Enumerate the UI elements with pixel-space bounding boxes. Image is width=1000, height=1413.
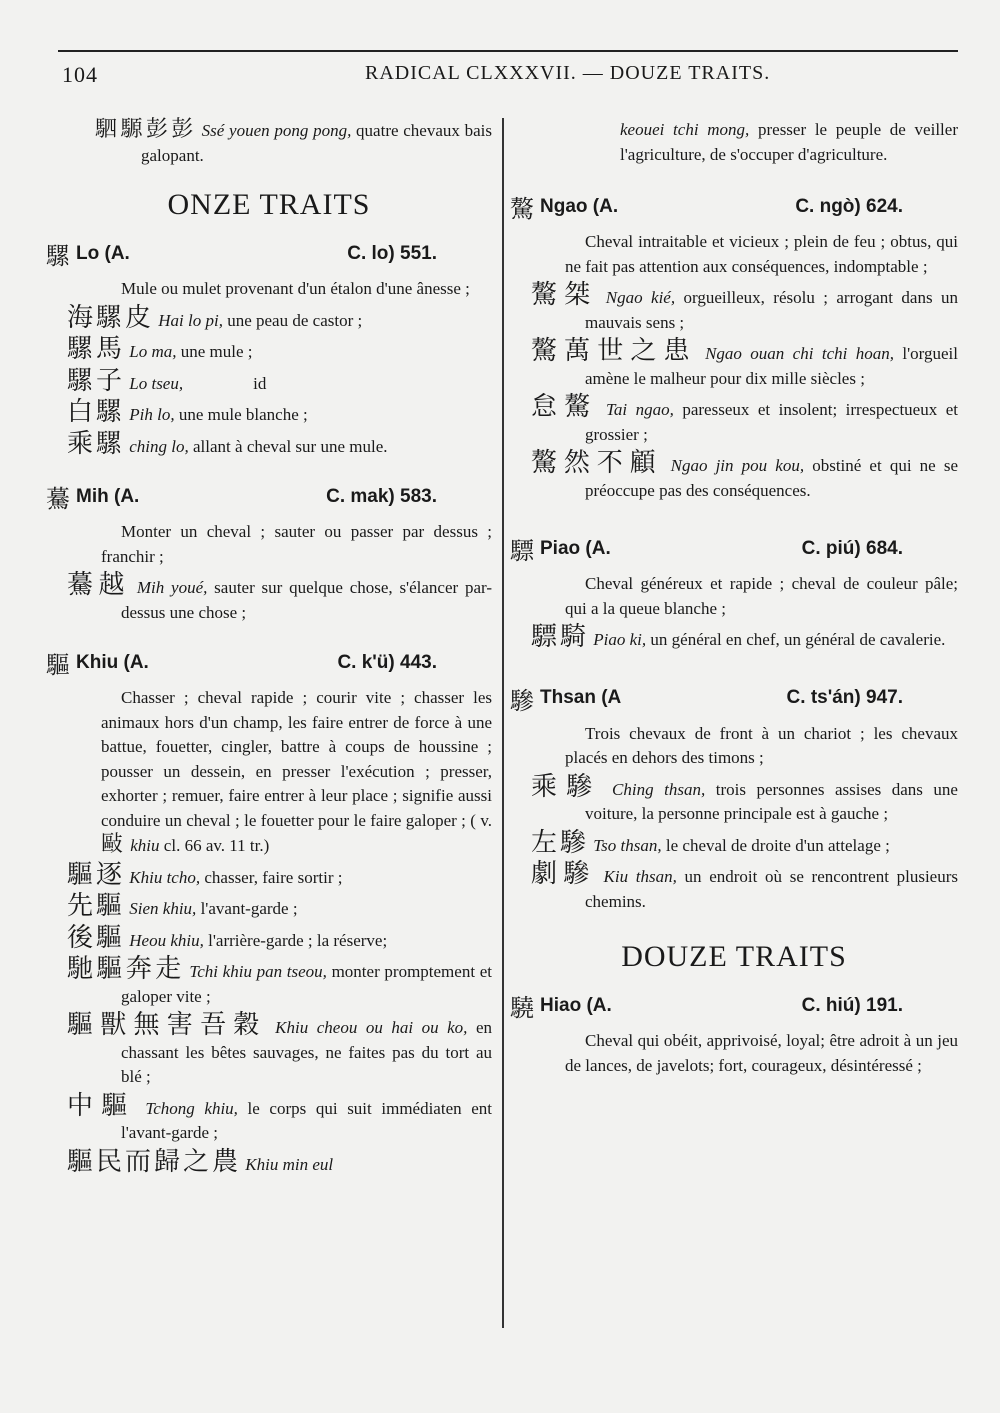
def-roman: khiu [130, 836, 160, 855]
sub-text: sauter sur quelque chose, s'élancer par-dessus une chose ; [121, 578, 492, 622]
sub-text: paresseux et insolent; irrespectueux et grossier ; [585, 400, 958, 444]
sub-chars: 騾馬 [67, 334, 126, 364]
def-part-b: cl. 66 av. 11 tr.) [159, 836, 270, 855]
cantonese-ref: C. ts'án) 947. [786, 687, 903, 708]
sub-entry [46, 922, 492, 954]
sub-roman: Lo tseu, [129, 373, 184, 393]
headword-romanization: Thsan (A [540, 687, 622, 708]
right-column [510, 118, 958, 1078]
entry-head-mih [46, 479, 492, 514]
sub-chars: 驁然不顧 [531, 448, 663, 478]
intro-chars: 駟騵彭彭 [95, 117, 197, 142]
sub-roman: Tchong khiu, [145, 1098, 238, 1118]
sub-roman: Pih lo, [129, 405, 175, 424]
sub-chars: 先驅 [67, 891, 126, 921]
sub-chars: 劇驂 [531, 859, 596, 889]
sub-text: monter promptement et galoper vite ; [121, 962, 492, 1006]
sub-entry [46, 302, 492, 334]
sub-text: trois personnes assises dans une voiture, la personne principale est à gauche ; [585, 779, 958, 823]
sub-roman: Khiu cheou ou hai ou ko, [275, 1018, 468, 1037]
headword-romanization: Ngao (A. [540, 195, 619, 217]
sub-entry [46, 859, 492, 891]
sub-chars: 驀越 [67, 570, 131, 600]
left-column [46, 118, 492, 1177]
sub-chars: 中驅 [67, 1090, 136, 1121]
sub-text: une mule ; [176, 342, 253, 361]
sub-entry [510, 827, 958, 859]
sub-text: le corps qui suit immédiaten ent l'avant-garde ; [121, 1098, 492, 1142]
sub-entry [46, 1010, 493, 1090]
sub-entry [46, 397, 492, 428]
def-char: 敺 [101, 832, 127, 857]
entry-head-ngao [510, 189, 958, 224]
headword-romanization: Hiao (A. [540, 994, 612, 1016]
headword-romanization: Piao (A. [540, 537, 611, 559]
entry-head-lo [46, 236, 492, 271]
definition: Trois chevaux de front à un chariot ; les chevaux placés en dehors des timons ; [565, 723, 958, 767]
sub-text: une mule blanche ; [174, 405, 308, 424]
definition [46, 686, 492, 859]
cantonese-ref: C. lo) 551. [347, 242, 437, 264]
sub-entry [510, 622, 958, 653]
sub-entry [46, 1090, 492, 1146]
sub-chars: 驅民而歸之農 [67, 1146, 242, 1177]
sub-entry [510, 448, 958, 503]
sub-chars: 驁桀 [531, 280, 598, 310]
sub-chars: 怠驁 [531, 392, 598, 422]
definition: Cheval intraitable et vicieux ; plein de feu ; obtus, qui ne fait pas attention aux conséquences, indomptable ; [565, 232, 958, 276]
sub-entry [46, 570, 492, 625]
sub-roman: Kiu thsan, [603, 867, 677, 886]
sub-text: id [253, 373, 267, 393]
sub-entry [46, 1146, 492, 1178]
sub-chars: 驃騎 [531, 622, 590, 652]
sub-text: un général en chef, un général de cavalerie. [646, 630, 946, 649]
sub-text: l'arrière-garde ; la réserve; [203, 930, 388, 950]
headword-char: 驅 [46, 651, 70, 679]
definition: Cheval qui obéit, apprivoisé, loyal; être adroit à un jeu de lances, de javelots; fort, courageux, désintéressé ; [565, 1031, 958, 1075]
sub-chars: 左驂 [531, 827, 590, 858]
cantonese-ref: C. hiú) 191. [801, 994, 903, 1016]
sub-chars: 驅逐 [67, 859, 126, 890]
sub-roman: Heou khiu, [129, 930, 204, 950]
sub-roman: ching lo, [129, 436, 189, 456]
cont-text: presser le peuple de veiller l'agriculture, de s'occuper d'agriculture. [620, 120, 958, 164]
sub-text: l'orgueil amène le malheur pour dix mille siècles ; [585, 344, 958, 388]
headword-char: 驀 [46, 485, 70, 513]
sub-roman: Khiu tcho, [129, 867, 201, 887]
sub-chars: 後驅 [67, 922, 126, 953]
sub-entry [510, 771, 958, 827]
continuation [510, 118, 958, 167]
headword-romanization: Lo (A. [76, 242, 130, 264]
sub-entry [46, 954, 492, 1009]
sub-entry [46, 891, 492, 922]
sub-text: le cheval de droite d'un attelage ; [661, 835, 890, 855]
headword-romanization: Khiu (A. [76, 651, 149, 673]
headword-char: 驂 [510, 686, 534, 715]
section-title-douze: DOUZE TRAITS [621, 940, 847, 973]
sub-roman: Tai ngao, [605, 400, 674, 419]
headword-romanization: Mih (A. [76, 485, 140, 507]
header-rule [58, 50, 958, 52]
sub-roman: Ching thsan, [612, 779, 706, 799]
cantonese-ref: C. piú) 684. [801, 537, 903, 559]
headword-char: 騾 [46, 242, 70, 270]
cantonese-ref: C. ngò) 624. [795, 195, 903, 217]
sub-roman: Mih youé, [136, 578, 208, 597]
sub-text: orgueilleux, résolu ; arrogant dans un mauvais sens ; [585, 288, 959, 332]
sub-text: l'avant-garde ; [196, 899, 298, 918]
sub-roman: Ngao ouan chi tchi hoan, [705, 344, 894, 363]
section-title-onze: ONZE TRAITS [167, 188, 371, 221]
sub-roman: Piao ki, [593, 630, 647, 649]
sub-chars: 海騾皮 [67, 302, 155, 333]
definition: Monter un cheval ; sauter ou passer par dessus ; franchir ; [101, 522, 492, 566]
sub-text: allant à cheval sur une mule. [188, 436, 388, 456]
entry-head-hiao [510, 988, 958, 1023]
sub-chars: 白騾 [67, 397, 126, 427]
sub-chars: 馳驅奔走 [67, 954, 185, 984]
sub-roman: Tchi khiu pan tseou, [189, 962, 327, 981]
headword-char: 驁 [510, 195, 534, 223]
sub-entry [510, 392, 958, 447]
sub-text: une peau de castor ; [222, 310, 363, 330]
sub-entry [510, 280, 959, 335]
sub-text: chasser, faire sortir ; [200, 867, 343, 887]
sub-chars: 驅獸無害吾穀 [67, 1010, 267, 1040]
sub-chars: 乘驂 [531, 771, 602, 802]
sub-roman: Lo ma, [129, 342, 177, 361]
entry-head-piao [510, 531, 958, 566]
sub-entry [46, 334, 492, 365]
sub-roman: Tso thsan, [593, 835, 662, 855]
entry-head-thsan [510, 681, 958, 716]
sub-roman: Hai lo pi, [158, 310, 223, 330]
entry-head-khiu [46, 645, 492, 680]
cont-roman: keouei tchi mong, [620, 120, 750, 139]
sub-chars: 乘騾 [67, 428, 126, 459]
cantonese-ref: C. mak) 583. [326, 485, 437, 507]
sub-roman: Khiu min eul [245, 1154, 334, 1174]
intro-roman: Ssé youen pong pong, [201, 121, 352, 140]
intro-text: quatre chevaux bais galopant. [141, 121, 492, 165]
sub-chars: 驁萬世之患 [531, 336, 697, 366]
sub-roman: Sien khiu, [129, 899, 197, 918]
def-part-a: Chasser ; cheval rapide ; courir vite ; chasser les animaux hors d'un champ, les faire entrer de force à une battue, fouetter, cingler, battre à coups de houssine ; pousser un dessein, en presser l'exécution ; presser, exhorter ; remuer, faire entrer à leur place ; signifie aussi conduire un cheval ; le fouetter pour le faire galoper ; ( v. [101, 688, 492, 830]
cantonese-ref: C. k'ü) 443. [337, 651, 437, 673]
page-number: 104 [62, 62, 98, 87]
definition: Mule ou mulet provenant d'un étalon d'une ânesse ; [121, 279, 470, 298]
sub-entry [46, 365, 492, 397]
headword-char: 驃 [510, 537, 534, 565]
definition: Cheval généreux et rapide ; cheval de couleur pâle; qui a la queue blanche ; [565, 574, 958, 618]
sub-text: en chassant les bêtes sauvages, ne faites pas du tort au blé ; [121, 1018, 493, 1086]
sub-roman: Ngao jin pou kou, [670, 456, 805, 475]
sub-text: obstiné et qui ne se préoccupe pas des conséquences. [585, 456, 958, 500]
sub-entry [46, 428, 492, 460]
sub-roman: Ngao kié, [605, 288, 676, 307]
sub-entry [510, 336, 958, 391]
column-divider [502, 118, 504, 1328]
running-head: RADICAL CLXXXVII. — DOUZE TRAITS. [365, 62, 771, 84]
sub-chars: 騾子 [67, 365, 126, 396]
sub-entry [510, 859, 958, 914]
intro-entry [46, 118, 492, 168]
headword-char: 驍 [510, 994, 534, 1022]
sub-text: un endroit où se rencontrent plusieurs chemins. [585, 867, 958, 911]
